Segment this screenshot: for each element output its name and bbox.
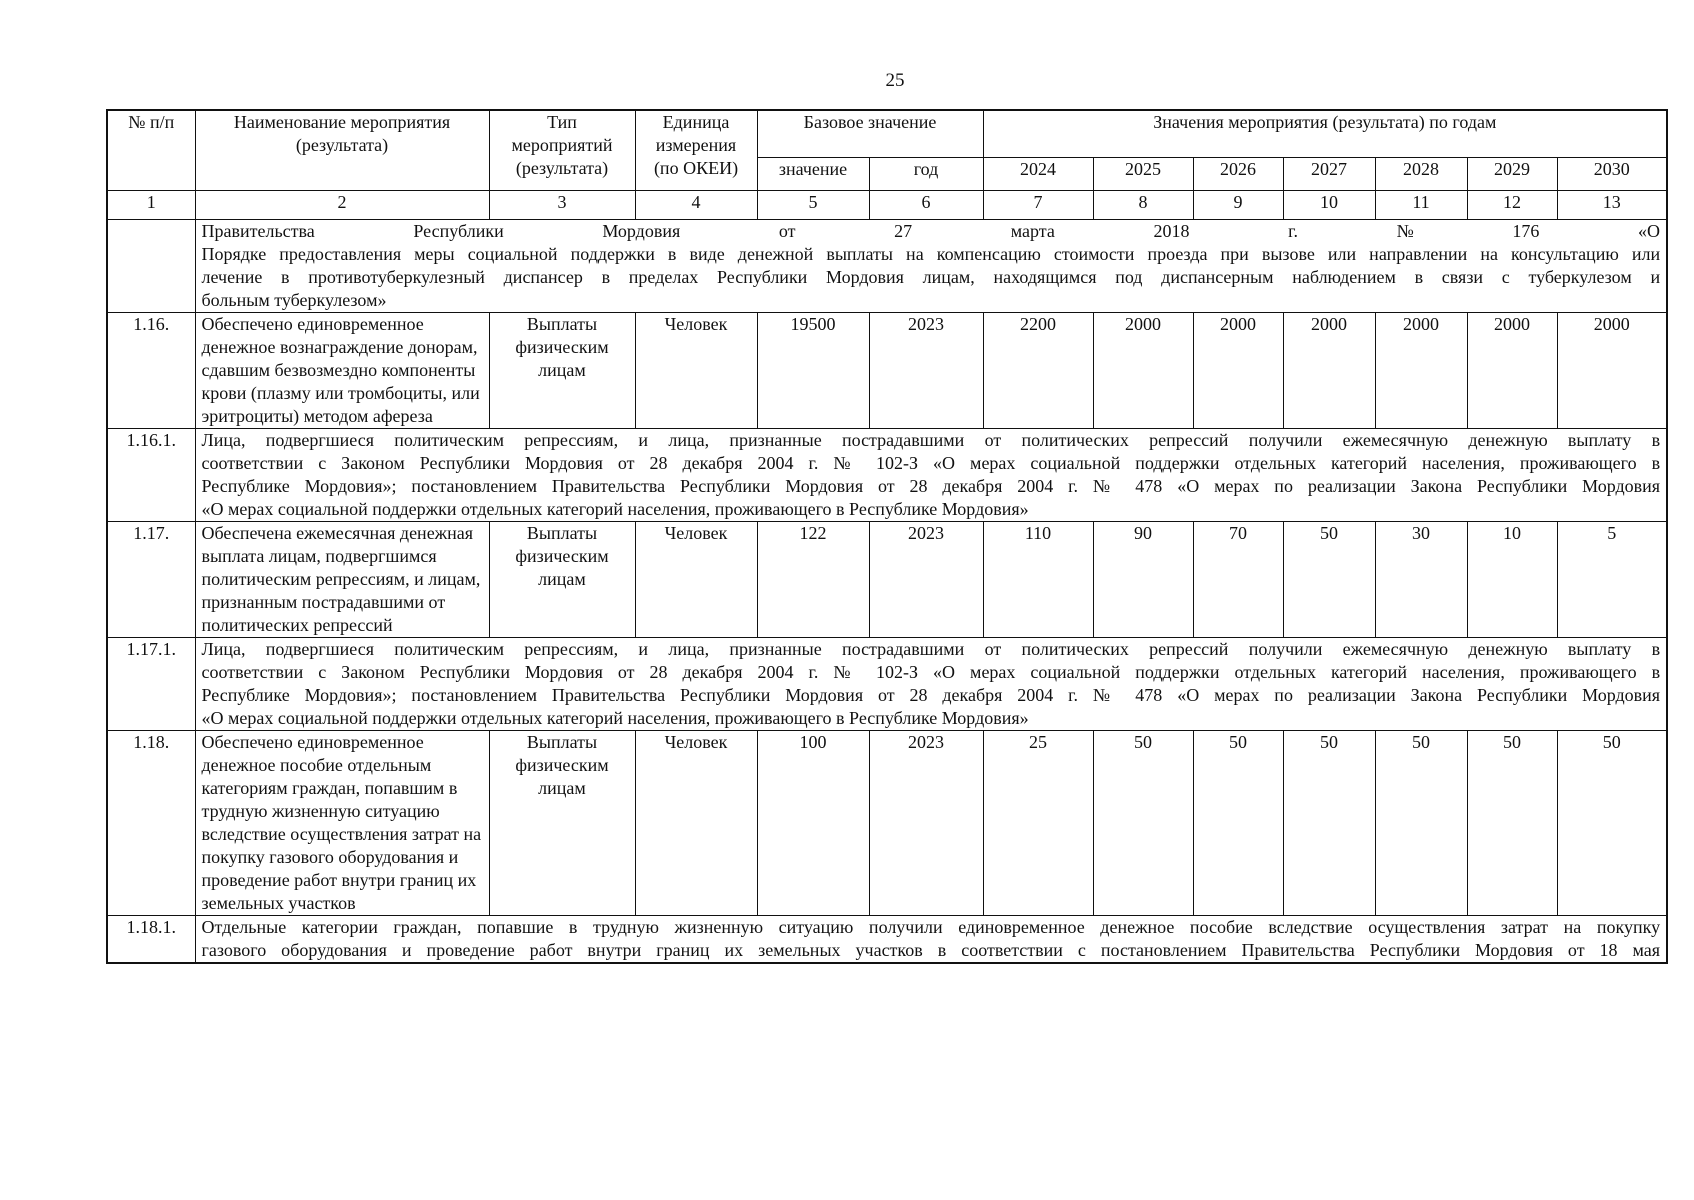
column-number: 2 [195, 191, 489, 220]
row-base-value: 122 [757, 522, 869, 638]
table-row [107, 522, 1667, 638]
word: 176 [1512, 221, 1540, 241]
row-description [195, 429, 1667, 522]
header-year-2027: 2027 [1283, 158, 1375, 191]
word: от [778, 221, 796, 241]
word: Мордовия [602, 221, 681, 241]
row-type: Выплаты физическим лицам [489, 313, 635, 429]
header-year-2026: 2026 [1193, 158, 1283, 191]
column-number-row [107, 191, 1667, 220]
description-line: Лица, подвергшиеся политическим репрессиям, и лица, признанные пострадавшими от политических репрессий получили ежемесячную денежную выплату в [201, 430, 1661, 450]
row-name: Обеспечено единовременное денежное пособие отдельным категориям граждан, попавшим в трудную жизненную ситуацию вследствие осуществления затрат на покупку газового оборудования и проведение работ внутри границ их земельных участков [195, 731, 489, 916]
row-value-2028: 2000 [1375, 313, 1467, 429]
row-value-2027: 2000 [1283, 313, 1375, 429]
continuation-line-1 [202, 220, 1661, 243]
description-line: газового оборудования и проведение работ внутри границ их земельных участков в соответствии с постановлением Правительства Республики Мордовия от 18 мая [201, 940, 1661, 960]
row-value-2030: 2000 [1557, 313, 1667, 429]
word: г. [1288, 221, 1298, 241]
description-line: Республике Мордовия»; постановлением Правительства Республики Мордовия от 28 декабря 2004 г. № 478 «О мерах по реализации Закона Республики Мордовия [201, 685, 1661, 705]
word: 27 [894, 221, 913, 241]
header-row [107, 110, 1667, 158]
row-value-2029: 50 [1467, 731, 1557, 916]
row-value-2024: 25 [983, 731, 1093, 916]
row-no: 1.17.1. [107, 638, 195, 731]
column-number: 5 [757, 191, 869, 220]
header-unit: Единица измерения (по ОКЕИ) [635, 110, 757, 191]
row-type: Выплаты физическим лицам [489, 731, 635, 916]
row-no: 1.17. [107, 522, 195, 638]
column-number: 10 [1283, 191, 1375, 220]
header-type: Тип мероприятий (результата) [489, 110, 635, 191]
header-years: Значения мероприятия (результата) по годам [983, 110, 1667, 158]
column-number: 3 [489, 191, 635, 220]
row-base-year: 2023 [869, 731, 983, 916]
description-line: Республике Мордовия»; постановлением Правительства Республики Мордовия от 28 декабря 2004 г. № 478 «О мерах по реализации Закона Республики Мордовия [201, 476, 1661, 496]
header-base: Базовое значение [757, 110, 983, 158]
row-no [107, 220, 195, 313]
column-number: 6 [869, 191, 983, 220]
continuation-line-2: Порядке предоставления меры социальной поддержки в виде денежной выплаты на компенсацию стоимости проезда при вызове или направлении на консультацию или [201, 244, 1661, 264]
column-number: 8 [1093, 191, 1193, 220]
row-value-2027: 50 [1283, 731, 1375, 916]
description-line: соответствии с Законом Республики Мордовия от 28 декабря 2004 г. № 102-З «О мерах социальной поддержки отдельных категорий населения, проживающего в [201, 662, 1661, 682]
row-description [195, 916, 1667, 964]
table-row [107, 220, 1667, 313]
row-no: 1.18.1. [107, 916, 195, 964]
header-year-2030: 2030 [1557, 158, 1667, 191]
row-value-2030: 50 [1557, 731, 1667, 916]
row-value-2029: 10 [1467, 522, 1557, 638]
row-value-2026: 50 [1193, 731, 1283, 916]
row-value-2029: 2000 [1467, 313, 1557, 429]
header-no: № п/п [107, 110, 195, 191]
row-base-year: 2023 [869, 313, 983, 429]
header-year-2025: 2025 [1093, 158, 1193, 191]
row-value-2025: 90 [1093, 522, 1193, 638]
row-no: 1.16.1. [107, 429, 195, 522]
row-value-2024: 2200 [983, 313, 1093, 429]
row-name: Обеспечено единовременное денежное вознаграждение донорам, сдавшим безвозмездно компоненты крови (плазму или тромбоциты, или эритроциты) методом афереза [195, 313, 489, 429]
description-line: Лица, подвергшиеся политическим репрессиям, и лица, признанные пострадавшими от политических репрессий получили ежемесячную денежную выплату в [201, 639, 1661, 659]
page-number: 25 [885, 70, 905, 91]
row-value-2028: 50 [1375, 731, 1467, 916]
description-line: «О мерах социальной поддержки отдельных категорий населения, проживающего в Республике Мордовия» [201, 708, 1029, 728]
table-row [107, 916, 1667, 964]
word: «О [1638, 221, 1661, 241]
row-no: 1.18. [107, 731, 195, 916]
row-value-2026: 70 [1193, 522, 1283, 638]
continuation-line-3: лечение в противотуберкулезный диспансер в пределах Республики Мордовия лицам, находящимся под диспансерным наблюдением в связи с туберкулезом и [201, 267, 1661, 287]
column-number: 9 [1193, 191, 1283, 220]
column-number: 11 [1375, 191, 1467, 220]
word: Республики [413, 221, 504, 241]
table-row [107, 731, 1667, 916]
row-base-value: 19500 [757, 313, 869, 429]
header-year-2024: 2024 [983, 158, 1093, 191]
column-number: 12 [1467, 191, 1557, 220]
description-line: соответствии с Законом Республики Мордовия от 28 декабря 2004 г. № 102-З «О мерах социальной поддержки отдельных категорий населения, проживающего в [201, 453, 1661, 473]
row-value-2024: 110 [983, 522, 1093, 638]
header-year-2028: 2028 [1375, 158, 1467, 191]
row-value-2025: 50 [1093, 731, 1193, 916]
row-base-value: 100 [757, 731, 869, 916]
row-name: Обеспечена ежемесячная денежная выплата лицам, подвергшимся политическим репрессиям, и лицам, признанным пострадавшими от политических репрессий [195, 522, 489, 638]
description-line: «О мерах социальной поддержки отдельных категорий населения, проживающего в Республике Мордовия» [201, 499, 1029, 519]
row-value-2026: 2000 [1193, 313, 1283, 429]
word: Правительства [201, 221, 315, 241]
header-base-year: год [869, 158, 983, 191]
row-type: Выплаты физическим лицам [489, 522, 635, 638]
word: № [1396, 221, 1414, 241]
row-no: 1.16. [107, 313, 195, 429]
header-base-value: значение [757, 158, 869, 191]
word: 2018 [1153, 221, 1190, 241]
table-row [107, 638, 1667, 731]
activities-table [106, 109, 1668, 964]
row-value-2027: 50 [1283, 522, 1375, 638]
column-number: 7 [983, 191, 1093, 220]
row-unit: Человек [635, 522, 757, 638]
header-name: Наименование мероприятия (результата) [195, 110, 489, 191]
row-unit: Человек [635, 731, 757, 916]
header-year-2029: 2029 [1467, 158, 1557, 191]
row-unit: Человек [635, 313, 757, 429]
table-row [107, 429, 1667, 522]
row-description [195, 638, 1667, 731]
continuation-line-4: больным туберкулезом» [201, 290, 387, 310]
column-number: 13 [1557, 191, 1667, 220]
row-value-2025: 2000 [1093, 313, 1193, 429]
word: марта [1010, 221, 1055, 241]
row-base-year: 2023 [869, 522, 983, 638]
table-row [107, 313, 1667, 429]
row-value-2028: 30 [1375, 522, 1467, 638]
column-number: 4 [635, 191, 757, 220]
description-line: Отдельные категории граждан, попавшие в трудную жизненную ситуацию получили единовременное денежное пособие вследствие осуществления затрат на покупку [201, 917, 1661, 937]
continuation-text [195, 220, 1667, 313]
row-value-2030: 5 [1557, 522, 1667, 638]
column-number: 1 [107, 191, 195, 220]
